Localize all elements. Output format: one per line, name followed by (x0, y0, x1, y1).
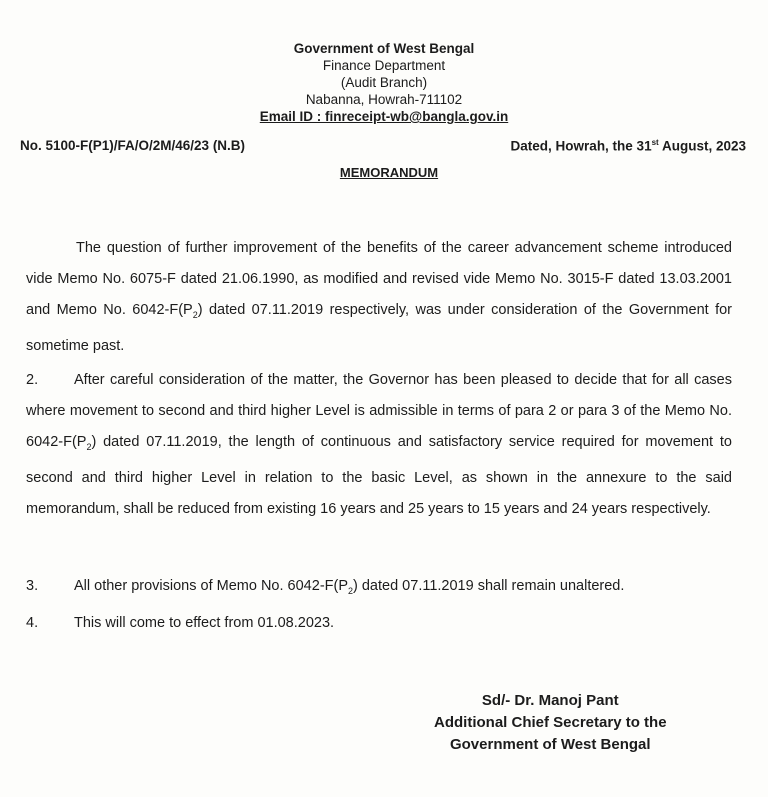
paragraph-1-subscript: 2 (192, 309, 198, 320)
paragraph-4-text: This will come to effect from 01.08.2023. (74, 615, 335, 631)
department-name: Finance Department (322, 58, 446, 73)
date-suffix: August, 2023 (658, 138, 746, 154)
paragraph-2-subscript: 2 (86, 441, 92, 452)
date-prefix: Dated, Howrah, the 31 (510, 138, 652, 154)
paragraph-1-text-a: The question of further improvement of the benefits of the career advancement scheme introduced vide Memo No. 6075-F dated 21.06.1990, as modified and revised vide Memo No. 3015-F dated 13.03.2001 and Memo No. 6042-F(P (26, 240, 732, 318)
signatory-designation: Additional Chief Secretary to the (434, 714, 667, 731)
signature-block (434, 690, 667, 756)
date-superscript: st (651, 138, 659, 147)
paragraph-2-text-b: ) dated 07.11.2019, the length of continuous and satisfactory service required for movement to second and third higher Level in relation to the basic Level, as shown in the annexure to the said memorandum, shall be reduced from existing 16 years and 25 years to 15 years and 24 years respectively. (26, 434, 732, 517)
address: Nabanna, Howrah-711102 (305, 92, 463, 107)
email-id: Email ID : finreceipt-wb@bangla.gov.in (259, 109, 509, 124)
paragraph-4-number: 4. (26, 615, 39, 631)
paragraph-1 (26, 233, 732, 362)
signatory-office: Government of West Bengal (449, 736, 651, 753)
paragraph-3-text-b: ) dated 07.11.2019 shall remain unaltered. (353, 578, 625, 594)
document-title: MEMORANDUM (339, 165, 439, 180)
paragraph-3 (26, 571, 732, 607)
paragraph-2-number: 2. (26, 372, 39, 388)
paragraph-2-text-a: After careful consideration of the matter, the Governor has been pleased to decide that for all cases where movement to second and third higher Level is admissible in terms of para 2 or para 3 of the Memo No. 6042-F(P (26, 372, 732, 450)
letterhead (0, 40, 768, 125)
paragraph-1-text-b: ) dated 07.11.2019 respectively, was under consideration of the Government for sometime past. (26, 302, 733, 354)
paragraph-4 (26, 608, 732, 639)
memo-number: No. 5100-F(P1)/FA/O/2M/46/23 (N.B) (20, 138, 246, 153)
paragraph-3-number: 3. (26, 578, 39, 594)
paragraph-3-text-a: All other provisions of Memo No. 6042-F(P (74, 578, 348, 594)
signatory-name: Sd/- Dr. Manoj Pant (481, 692, 619, 709)
branch-name: (Audit Branch) (340, 75, 428, 90)
govt-name: Government of West Bengal (293, 41, 475, 56)
date-line (511, 138, 746, 154)
paragraph-2 (26, 365, 732, 525)
paragraph-3-subscript: 2 (348, 585, 354, 596)
